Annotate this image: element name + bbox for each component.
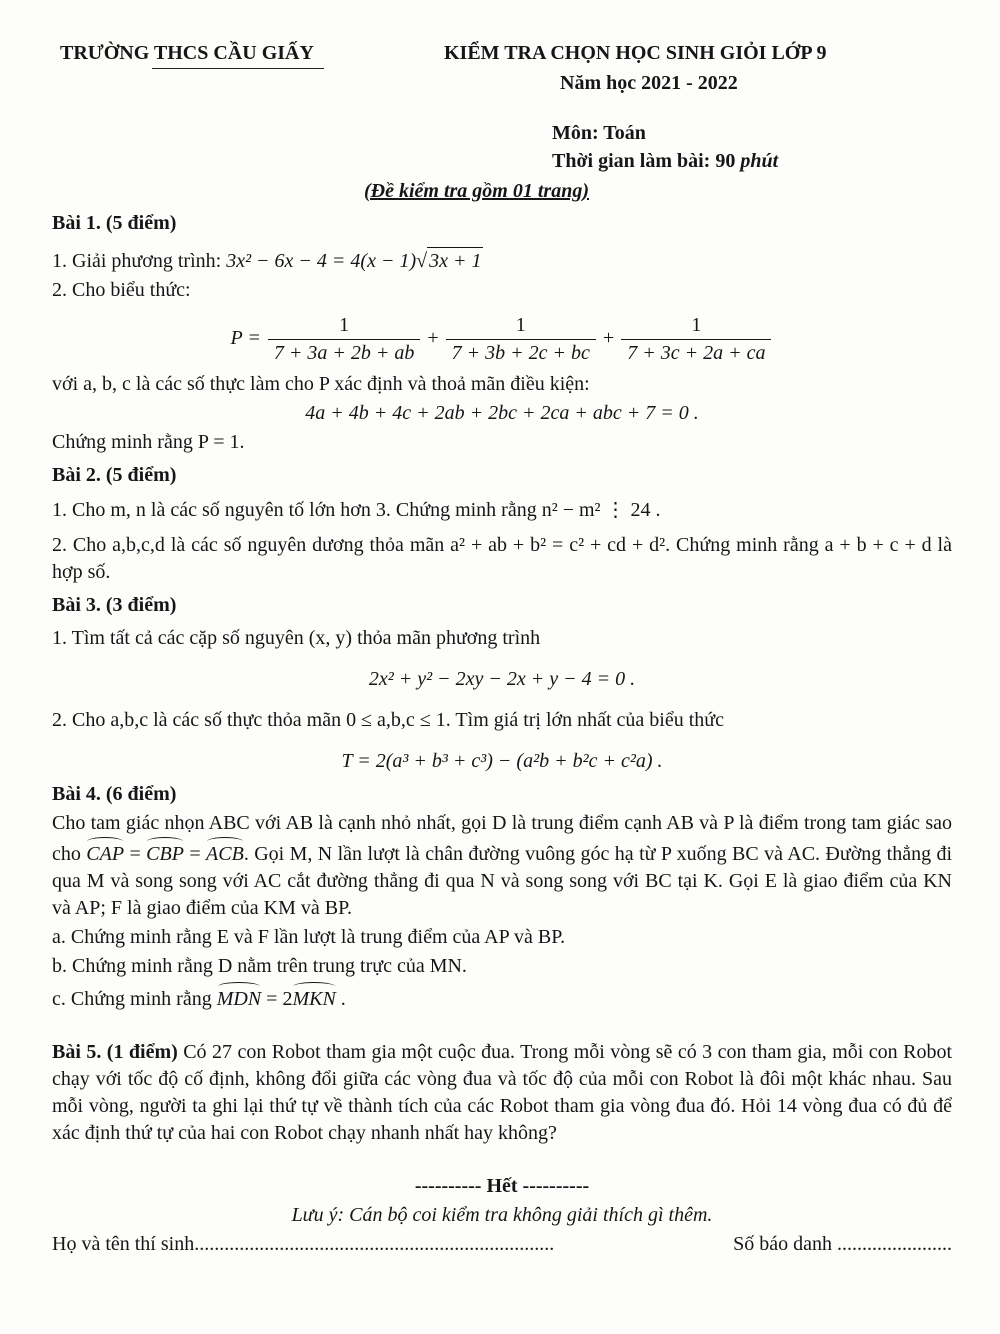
exam-header [52,36,952,204]
bai4-part-a: a. Chứng minh rằng E và F lần lượt là trung điểm của AP và BP. [52,926,566,948]
bai5 [52,1039,952,1147]
equals-sign: = [129,843,141,865]
subject: Môn: Toán [552,122,646,144]
bai3-q1: 1. Tìm tất cả các cặp số nguyên (x, y) thỏa mãn phương trình [52,627,541,649]
bai4-c-prefix: c. Chứng minh rằng [52,988,212,1010]
sqrt-symbol: √ [416,250,428,272]
duration-unit: phút [740,150,779,172]
bai4-part-c [52,982,952,1013]
school-underline [152,68,324,69]
duration [552,148,778,175]
fraction-3: $\frac{1}{7 + 3c + 2a + ca}$ [621,312,771,367]
bai1-prove: Chứng minh rằng P = 1. [52,431,245,453]
angle-CAP: CAP [86,837,124,868]
period: . [340,988,346,1010]
candidate-id-field: Số báo danh ....................... [733,1233,952,1255]
school-year: Năm học 2021 - 2022 [560,72,738,94]
angle-CBP: CBP [146,837,184,868]
bai5-text: Có 27 con Robot tham gia một cuộc đua. Trong mỗi vòng sẽ có 3 con tham gia, mỗi con Robot chạy với tốc độ cố định, không đổi giữa các vòng đua và tốc độ của mỗi con Robot là đôi một khác nhau. Sau mỗi vòng, người ta ghi lại thứ tự về thành tích của các Robot tham gia vòng đua đó. Hỏi 14 vòng đua có đủ để xác định thứ tự của hai con Robot chạy nhanh nhất hay không? [52,1041,953,1144]
bai3-q1-equation: 2x² + y² − 2xy − 2x + y − 4 = 0 . [368,668,636,690]
bai4-text-b: . Gọi M, N lần lượt là chân đường vuông góc hạ từ P xuống BC và AC. Đường thẳng đi qua M và song song với AC cắt đường thẳng đi qua N và song song với BC tại K. Gọi E là giao điểm của KN và AP; F là giao điểm của KM và BP. [52,843,953,919]
bai1-q1-prefix: 1. Giải phương trình: [52,250,222,272]
bai3-q2: 2. Cho a,b,c là các số thực thỏa mãn 0 ≤ a,b,c ≤ 1. Tìm giá trị lớn nhất của biểu thức [52,709,724,731]
bai5-title: Bài 5. (1 điểm) [52,1041,178,1063]
school-name: TRƯỜNG THCS CẦU GIẤY [60,42,314,64]
exam-title: KIỂM TRA CHỌN HỌC SINH GIỎI LỚP 9 [444,42,827,64]
bai1-q1 [52,247,952,275]
equals-two: = 2 [266,988,293,1010]
bai3-q2-equation: T = 2(a³ + b³ + c³) − (a²b + b²c + c²a) . [341,750,663,772]
duration-label: Thời gian làm bài: 90 [552,150,736,172]
angle-MDN: MDN [217,982,261,1013]
bai1-q2-prefix: 2. Cho biểu thức: [52,279,191,301]
bai3-title: Bài 3. (3 điểm) [52,594,177,616]
bai1-title: Bài 1. (5 điểm) [52,212,177,234]
bai1-condition-equation: 4a + 4b + 4c + 2ab + 2bc + 2ca + abc + 7 = 0 . [305,402,699,424]
proctor-note: Lưu ý: Cán bộ coi kiểm tra không giải thích gì thêm. [291,1204,713,1226]
formula-P [52,312,952,367]
bai4-title: Bài 4. (6 điểm) [52,783,177,805]
fraction-2: $\frac{1}{7 + 3b + 2c + bc}$ [446,312,596,367]
fraction-1: $\frac{1}{7 + 3a + 2b + ab}$ [268,312,421,367]
candidate-name-field: Họ và tên thí sinh........................................................................ [52,1233,555,1255]
candidate-info [52,1231,952,1258]
exam-page [52,36,952,1258]
bai4-part-b: b. Chứng minh rằng D nằm trên trung trực của MN. [52,955,467,977]
angle-ACB: ACB [206,837,244,868]
bai4-text [52,810,952,922]
angle-MKN: MKN [292,982,335,1013]
pages-note: (Đề kiểm tra gồm 01 trang) [364,180,589,202]
formula-P-lhs: P = [230,327,261,350]
bai4-text-a: Cho tam giác nhọn ABC với AB là cạnh nhỏ nhất, gọi D là trung điểm cạnh AB và P là điểm trong tam giác sao cho [52,812,952,865]
plus-sign: + [427,327,439,350]
end-marker: ---------- Hết ---------- [414,1175,590,1197]
bai2-q1: 1. Cho m, n là các số nguyên tố lớn hơn 3. Chứng minh rằng n² − m² ⋮ 24 . [52,499,661,521]
bai2-q2: 2. Cho a,b,c,d là các số nguyên dương thỏa mãn a² + ab + b² = c² + cd + d². Chứng minh rằng a + b + c + d là hợp số. [52,534,952,583]
bai2-title: Bài 2. (5 điểm) [52,464,177,486]
bai1-q1-equation: 3x² − 6x − 4 = 4(x − 1) [226,250,417,272]
bai1-q1-sqrt: 3x + 1 [427,247,483,275]
equals-sign: = [189,843,201,865]
bai1-condition-text: với a, b, c là các số thực làm cho P xác định và thoả mãn điều kiện: [52,373,590,395]
plus-sign: + [602,327,615,350]
